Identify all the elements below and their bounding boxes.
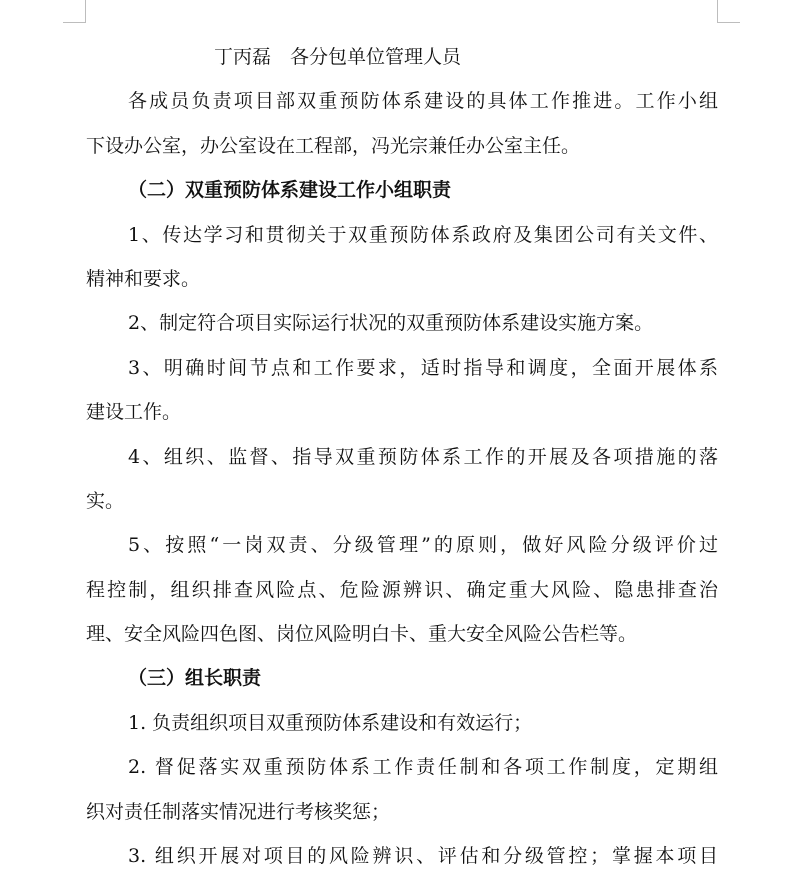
paragraph-line: 1. 负责组织项目双重预防体系建设和有效运行；: [128, 711, 533, 734]
document-body: [86, 35, 718, 878]
paragraph-line: 各成员负责项目部双重预防体系建设的具体工作推进。工作小组: [128, 90, 718, 113]
paragraph-line: 2. 督促落实双重预防体系工作责任制和各项工作制度，定期组: [128, 756, 718, 779]
right-margin-mark: [717, 0, 740, 23]
paragraph-line: 3. 组织开展对项目的风险辨识、评估和分级管控；掌握本项目: [128, 845, 718, 868]
paragraph-line: 5、按照“一岗双责、分级管理”的原则，做好风险分级评价过: [128, 534, 718, 557]
paragraph-line: 程控制，组织排查风险点、危险源辨识、确定重大风险、隐患排查治: [86, 578, 718, 601]
section-heading: （二）双重预防体系建设工作小组职责: [128, 179, 452, 202]
paragraph-line: 织对责任制落实情况进行考核奖惩；: [86, 800, 391, 823]
paragraph-line: 精神和要求。: [86, 267, 201, 290]
paragraph-line: 3、明确时间节点和工作要求，适时指导和调度，全面开展体系: [128, 356, 718, 379]
left-margin-mark: [63, 0, 86, 23]
paragraph-line: 建设工作。: [86, 401, 182, 424]
paragraph-line: 理、安全风险四色图、岗位风险明白卡、重大安全风险公告栏等。: [86, 623, 638, 646]
paragraph-line: 4、组织、监督、指导双重预防体系工作的开展及各项措施的落: [128, 445, 718, 468]
members-line: 丁丙磊 各分包单位管理人员: [214, 46, 462, 68]
paragraph-line: 1、传达学习和贯彻关于双重预防体系政府及集团公司有关文件、: [128, 223, 718, 246]
paragraph-line: 实。: [86, 489, 125, 512]
paragraph-line: 2、制定符合项目实际运行状况的双重预防体系建设实施方案。: [128, 312, 654, 335]
paragraph-line: 下设办公室，办公室设在工程部，冯光宗兼任办公室主任。: [86, 134, 581, 157]
section-heading: （三）组长职责: [128, 667, 262, 690]
